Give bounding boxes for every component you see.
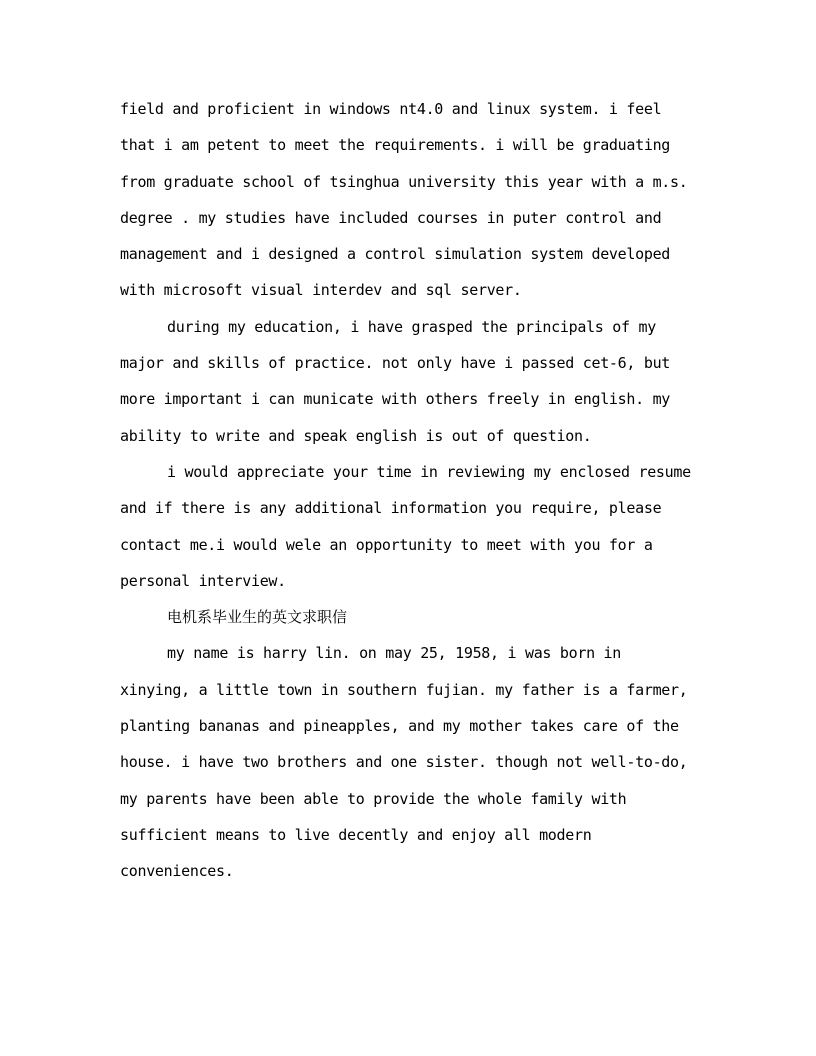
document-body <box>120 91 696 890</box>
paragraph-closing: i would appreciate your time in reviewing my enclosed resume and if there is any additional information you require, please contact me.i would wele an opportunity to meet with you for a personal interview. <box>120 462 691 590</box>
section-heading: 电机系毕业生的英文求职信 <box>167 608 348 627</box>
paragraph-education: during my education, i have grasped the principals of my major and skills of practice. not only have i passed cet-6, but more important i can municate with others freely in english. my ability to write and speak english is out of question. <box>120 317 671 445</box>
paragraph-continued: field and proficient in windows nt4.0 and linux system. i feel that i am petent to meet the requirements. i will be graduating from graduate school of tsinghua university this year with a m.s. degree . my studies have included courses in puter control and management and i designed a control simulation system developed with microsoft visual interdev and sql server. <box>120 100 688 300</box>
paragraph-intro: my name is harry lin. on may 25, 1958, i was born in xinying, a little town in southern fujian. my father is a farmer, planting bananas and pineapples, and my mother takes care of the house. i have two brothers and one sister. though not well-to-do, my parents have been able to provide the whole family with sufficient means to live decently and enjoy all modern conveniences. <box>120 644 688 881</box>
